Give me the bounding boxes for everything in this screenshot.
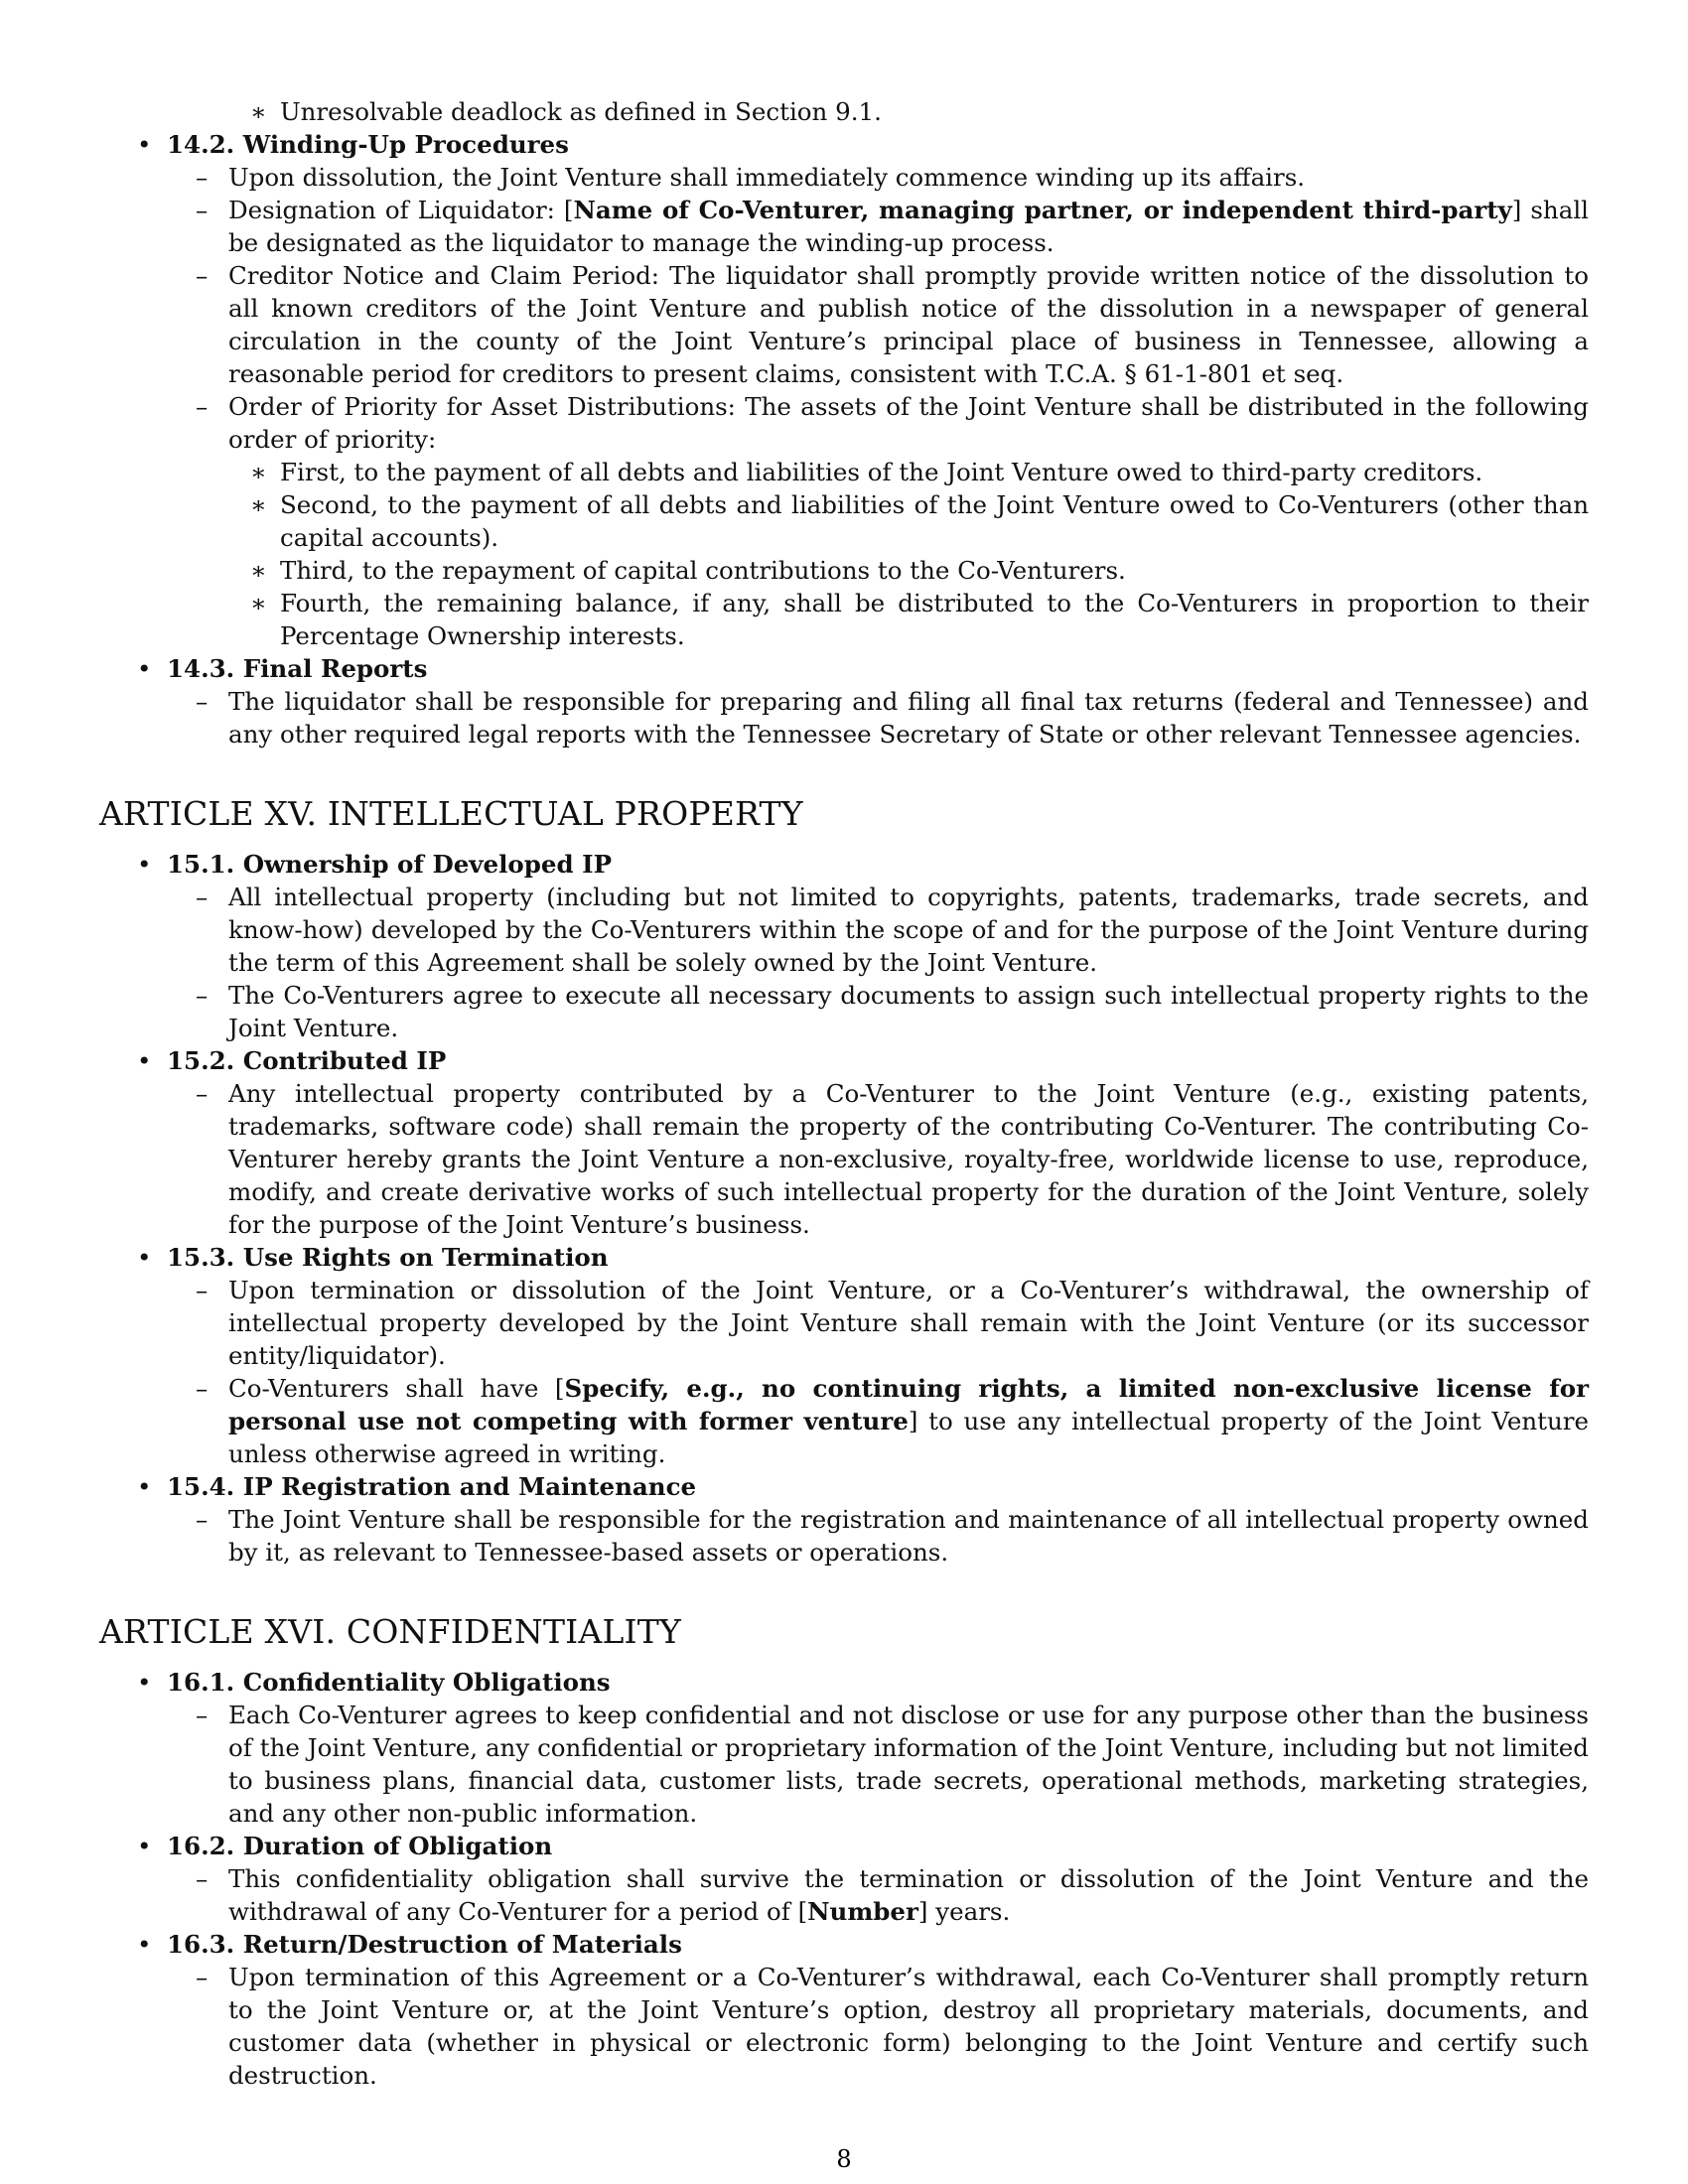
list-item: – This confidentiality obligation shall survive the termination or dissolution of the Joint Venture and the withdrawal of any Co-Venturer for a period of [Number] years. bbox=[196, 1864, 1589, 1926]
list-item: – All intellectual property (including but not limited to copyrights, patents, trademarks, trade secrets, and know-how) developed by the Co-Venturers within the scope of and for the purpose of the Joint Venture during the term of this Agreement shall be solely owned by the Joint Venture. bbox=[196, 883, 1589, 977]
section-14-3 bbox=[99, 652, 1589, 685]
asterisk-bullet-icon: ∗ bbox=[250, 458, 267, 486]
list-item: – The Co-Venturers agree to execute all necessary documents to assign such intellectual property rights to the Joint Venture. bbox=[196, 981, 1589, 1042]
section-title: 14.3. Final Reports bbox=[167, 654, 428, 683]
asterisk-bullet-icon: ∗ bbox=[250, 97, 267, 126]
list-item: ∗ Fourth, the remaining balance, if any, shall be distributed to the Co-Venturers in proportion to their Percentage Ownership interests. bbox=[250, 589, 1589, 650]
placeholder-text: Number bbox=[807, 1897, 918, 1926]
dash-bullet-icon: – bbox=[196, 1079, 209, 1108]
bullet-icon: • bbox=[137, 1832, 152, 1860]
list-item: – Creditor Notice and Claim Period: The liquidator shall promptly provide written notice of the dissolution to all known creditors of the Joint Venture and publish notice of the dissolution in a newspaper of general circulation in the county of the Joint Venture’s principal place of business in Tennessee, allowing a reasonable period for creditors to present claims, consistent with T.C.A. § 61-1-801 et seq. bbox=[196, 261, 1589, 388]
section-15-3 bbox=[99, 1241, 1589, 1274]
asterisk-bullet-icon: ∗ bbox=[250, 490, 267, 519]
dash-bullet-icon: – bbox=[196, 687, 209, 716]
bullet-icon: • bbox=[137, 1472, 152, 1501]
list-item: – Each Co-Venturer agrees to keep confidential and not disclose or use for any purpose other than the business of the Joint Venture, any confidential or proprietary information of the Joint Venture, including but not limited to business plans, financial data, customer lists, trade secrets, operational methods, marketing strategies, and any other non-public information. bbox=[196, 1701, 1589, 1828]
bullet-icon: • bbox=[137, 1243, 152, 1272]
section-15-4 bbox=[99, 1470, 1589, 1503]
list-item: ∗ Unresolvable deadlock as defined in Section 9.1. bbox=[250, 97, 882, 126]
placeholder-text: Name of Co-Venturer, managing partner, or independent third-party bbox=[573, 196, 1512, 224]
list-item: – Designation of Liquidator: [Name of Co-Venturer, managing partner, or independent third-party] shall be designated as the liquidator to manage the winding-up process. bbox=[196, 196, 1589, 257]
list-item: ∗ Third, to the repayment of capital contributions to the Co-Venturers. bbox=[250, 556, 1126, 585]
section-title: 15.3. Use Rights on Termination bbox=[167, 1243, 609, 1272]
section-14-2 bbox=[99, 128, 1589, 161]
list-item: – The liquidator shall be responsible for preparing and filing all final tax returns (federal and Tennessee) and any other required legal reports with the Tennessee Secretary of State or other relevant Tennessee agencies. bbox=[196, 687, 1589, 749]
asterisk-bullet-icon: ∗ bbox=[250, 556, 267, 585]
dash-bullet-icon: – bbox=[196, 196, 209, 224]
dash-bullet-icon: – bbox=[196, 1505, 209, 1534]
list-item: – Order of Priority for Asset Distributions: The assets of the Joint Venture shall be distributed in the following order of priority: bbox=[196, 392, 1589, 454]
section-title: 16.1. Confidentiality Obligations bbox=[167, 1668, 611, 1697]
dash-bullet-icon: – bbox=[196, 1374, 209, 1403]
bullet-icon: • bbox=[137, 654, 152, 683]
dash-bullet-icon: – bbox=[196, 981, 209, 1010]
list-item: – Upon termination of this Agreement or a Co-Venturer’s withdrawal, each Co-Venturer shall promptly return to the Joint Venture or, at the Joint Venture’s option, destroy all proprietary materials, documents, and customer data (whether in physical or electronic form) belonging to the Joint Venture and certify such destruction. bbox=[196, 1963, 1589, 2090]
section-16-2 bbox=[99, 1830, 1589, 1862]
list-item: – Any intellectual property contributed by a Co-Venturer to the Joint Venture (e.g., existing patents, trademarks, software code) shall remain the property of the contributing Co-Venturer. The contributing Co-Venturer hereby grants the Joint Venture a non-exclusive, royalty-free, worldwide license to use, reproduce, modify, and create derivative works of such intellectual property for the duration of the Joint Venture, solely for the purpose of the Joint Venture’s business. bbox=[196, 1079, 1589, 1239]
list-item: – Co-Venturers shall have [Specify, e.g., no continuing rights, a limited non-exclusive license for personal use not competing with former venture] to use any intellectual property of the Joint Venture unless otherwise agreed in writing. bbox=[196, 1374, 1589, 1468]
list-item: – The Joint Venture shall be responsible for the registration and maintenance of all intellectual property owned by it, as relevant to Tennessee-based assets or operations. bbox=[196, 1505, 1589, 1567]
document-page bbox=[99, 95, 1589, 2092]
bullet-icon: • bbox=[137, 1930, 152, 1959]
section-16-3 bbox=[99, 1928, 1589, 1961]
asterisk-bullet-icon: ∗ bbox=[250, 589, 267, 617]
section-16-1 bbox=[99, 1666, 1589, 1699]
page-number: 8 bbox=[836, 2145, 852, 2173]
dash-bullet-icon: – bbox=[196, 163, 209, 192]
section-15-2 bbox=[99, 1044, 1589, 1077]
section-15-1 bbox=[99, 848, 1589, 881]
section-title: 14.2. Winding-Up Procedures bbox=[167, 130, 569, 159]
dash-bullet-icon: – bbox=[196, 261, 209, 290]
placeholder-text: Specify, e.g., no continuing rights, a limited non-exclusive license for personal use not competing with former venture bbox=[228, 1374, 1589, 1435]
bullet-icon: • bbox=[137, 850, 152, 879]
article-heading: ARTICLE XV. INTELLECTUAL PROPERTY bbox=[99, 794, 803, 833]
dash-bullet-icon: – bbox=[196, 883, 209, 911]
dash-bullet-icon: – bbox=[196, 1276, 209, 1304]
bullet-icon: • bbox=[137, 130, 152, 159]
section-title: 15.1. Ownership of Developed IP bbox=[167, 850, 613, 879]
list-item: – Upon termination or dissolution of the Joint Venture, or a Co-Venturer’s withdrawal, the ownership of intellectual property developed by the Joint Venture shall remain with the Joint Venture (or its successor entity/liquidator). bbox=[196, 1276, 1589, 1370]
article-heading: ARTICLE XVI. CONFIDENTIALITY bbox=[99, 1612, 681, 1651]
dash-bullet-icon: – bbox=[196, 1963, 209, 1991]
section-title: 15.4. IP Registration and Maintenance bbox=[167, 1472, 697, 1501]
list-item: ∗ Second, to the payment of all debts and liabilities of the Joint Venture owed to Co-Venturers (other than capital accounts). bbox=[250, 490, 1589, 552]
list-item: ∗ First, to the payment of all debts and liabilities of the Joint Venture owed to third-party creditors. bbox=[250, 458, 1483, 486]
bullet-icon: • bbox=[137, 1046, 152, 1075]
section-title: 16.3. Return/Destruction of Materials bbox=[167, 1930, 682, 1959]
section-title: 15.2. Contributed IP bbox=[167, 1046, 447, 1075]
dash-bullet-icon: – bbox=[196, 392, 209, 421]
dash-bullet-icon: – bbox=[196, 1864, 209, 1893]
bullet-icon: • bbox=[137, 1668, 152, 1697]
section-title: 16.2. Duration of Obligation bbox=[167, 1832, 553, 1860]
list-item: – Upon dissolution, the Joint Venture shall immediately commence winding up its affairs. bbox=[196, 163, 1306, 192]
dash-bullet-icon: – bbox=[196, 1701, 209, 1729]
